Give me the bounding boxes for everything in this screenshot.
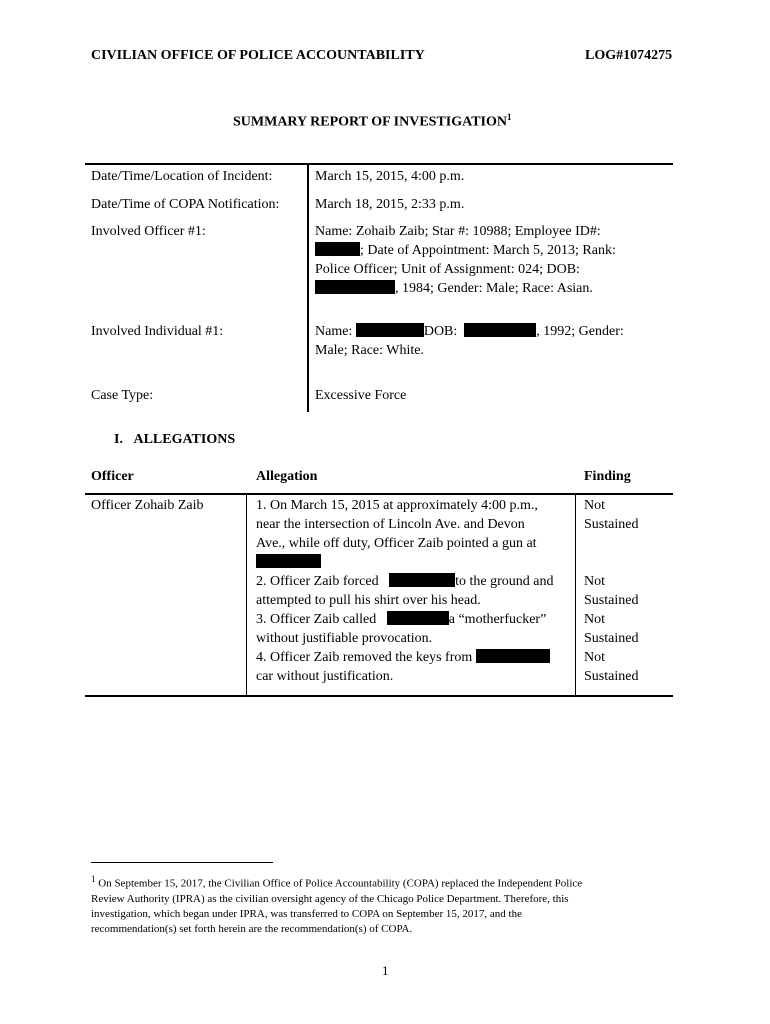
col-header-finding: Finding — [584, 469, 631, 484]
officer-line-2: ; Date of Appointment: March 5, 2013; Rank: — [315, 241, 616, 260]
allegation-1-line-1: 1. On March 15, 2015 at approximately 4:00 p.m., — [256, 498, 538, 513]
title-footnote-mark: 1 — [506, 112, 512, 122]
officer-label: Involved Officer #1: — [91, 224, 206, 239]
redaction-box — [356, 323, 424, 337]
section-number: I. — [114, 432, 123, 447]
finding-4-not: Not — [584, 650, 605, 665]
allegation-1-line-4 — [256, 553, 553, 572]
finding-2 — [584, 572, 638, 686]
log-number: LOG#1074275 — [585, 48, 673, 63]
redaction-box — [256, 554, 321, 568]
page-number: 1 — [382, 963, 389, 978]
redaction-box — [464, 323, 536, 337]
allegation-2-line-2: attempted to pull his shirt over his head. — [256, 593, 481, 608]
footnote-line-1: $^1$ On September 15, 2017, the Civilian Office of Police Accountability (COPA) replaced the Independent Police — [91, 874, 583, 890]
individual-details — [315, 322, 624, 360]
footnote-line-2: Review Authority (IPRA) as the civilian oversight agency of the Chicago Police Department. Therefore, this — [91, 892, 569, 905]
case-type-value: Excessive Force — [315, 388, 407, 403]
allegation-3-line-2: without justifiable provocation. — [256, 631, 433, 646]
notification-label: Date/Time of COPA Notification: — [91, 197, 280, 212]
officer-line-4: , 1984; Gender: Male; Race: Asian. — [315, 279, 616, 298]
col-header-allegation: Allegation — [256, 469, 318, 484]
redaction-box — [476, 649, 550, 663]
allegation-1-line-2: near the intersection of Lincoln Ave. and Devon — [256, 517, 525, 532]
footnote — [91, 872, 681, 937]
incident-label: Date/Time/Location of Incident: — [91, 169, 273, 184]
individual-line-2: Male; Race: White. — [315, 343, 424, 358]
redaction-box — [315, 242, 360, 256]
individual-line-1: Name: DOB: , 1992; Gender: — [315, 324, 624, 339]
allegations-divider-2 — [575, 494, 576, 695]
officer-line-3: Police Officer; Unit of Assignment: 024; DOB: — [315, 262, 580, 277]
allegation-3-line-1: 3. Officer Zaib called a “motherfucker” — [256, 612, 547, 627]
agency-name: CIVILIAN OFFICE OF POLICE ACCOUNTABILITY — [91, 48, 425, 63]
finding-3-not: Not — [584, 612, 605, 627]
allegations-bottom-rule — [85, 695, 673, 697]
footnote-rule — [91, 862, 273, 863]
incident-value: March 15, 2015, 4:00 p.m. — [315, 169, 465, 184]
individual-label: Involved Individual #1: — [91, 324, 224, 339]
section-title: ALLEGATIONS — [133, 432, 236, 447]
finding-1-not: Not — [584, 498, 605, 513]
report-title — [233, 112, 511, 131]
officer-details — [315, 222, 616, 298]
footnote-line-3: investigation, which began under IPRA, was transferred to COPA on September 15, 2017, and the — [91, 907, 522, 920]
redaction-box — [315, 280, 395, 294]
allegation-2-line-1: 2. Officer Zaib forced to the ground and — [256, 574, 554, 589]
officer-name-cell: Officer Zohaib Zaib — [91, 498, 204, 513]
allegations-divider-1 — [246, 494, 247, 695]
finding-1-sustained: Sustained — [584, 517, 639, 532]
officer-line-1: Name: Zohaib Zaib; Star #: 10988; Employee ID#: — [315, 224, 601, 239]
footnote-line-4: recommendation(s) set forth herein are the recommendation(s) of COPA. — [91, 922, 413, 935]
allegations-header-rule — [85, 493, 673, 495]
allegation-1-line-3: Ave., while off duty, Officer Zaib pointed a gun at — [256, 536, 537, 551]
section-heading — [114, 432, 235, 448]
finding-1 — [584, 496, 638, 534]
info-table-top-rule — [85, 163, 673, 165]
allegation-4-line-1: 4. Officer Zaib removed the keys from — [256, 648, 553, 667]
footnote-mark: 1 — [91, 874, 96, 884]
finding-3-sustained: Sustained — [584, 631, 639, 646]
redaction-box — [387, 611, 449, 625]
finding-4-sustained: Sustained — [584, 669, 639, 684]
notification-value: March 18, 2015, 2:33 p.m. — [315, 197, 465, 212]
info-table-divider — [307, 165, 309, 412]
allegation-4-line-2: car without justification. — [256, 669, 394, 684]
redaction-box — [389, 573, 455, 587]
allegation-cell — [256, 496, 553, 686]
col-header-officer: Officer — [91, 469, 134, 484]
finding-2-sustained: Sustained — [584, 593, 639, 608]
report-title-text: SUMMARY REPORT OF INVESTIGATION — [233, 114, 507, 130]
finding-2-not: Not — [584, 574, 605, 589]
case-type-label: Case Type: — [91, 388, 154, 403]
